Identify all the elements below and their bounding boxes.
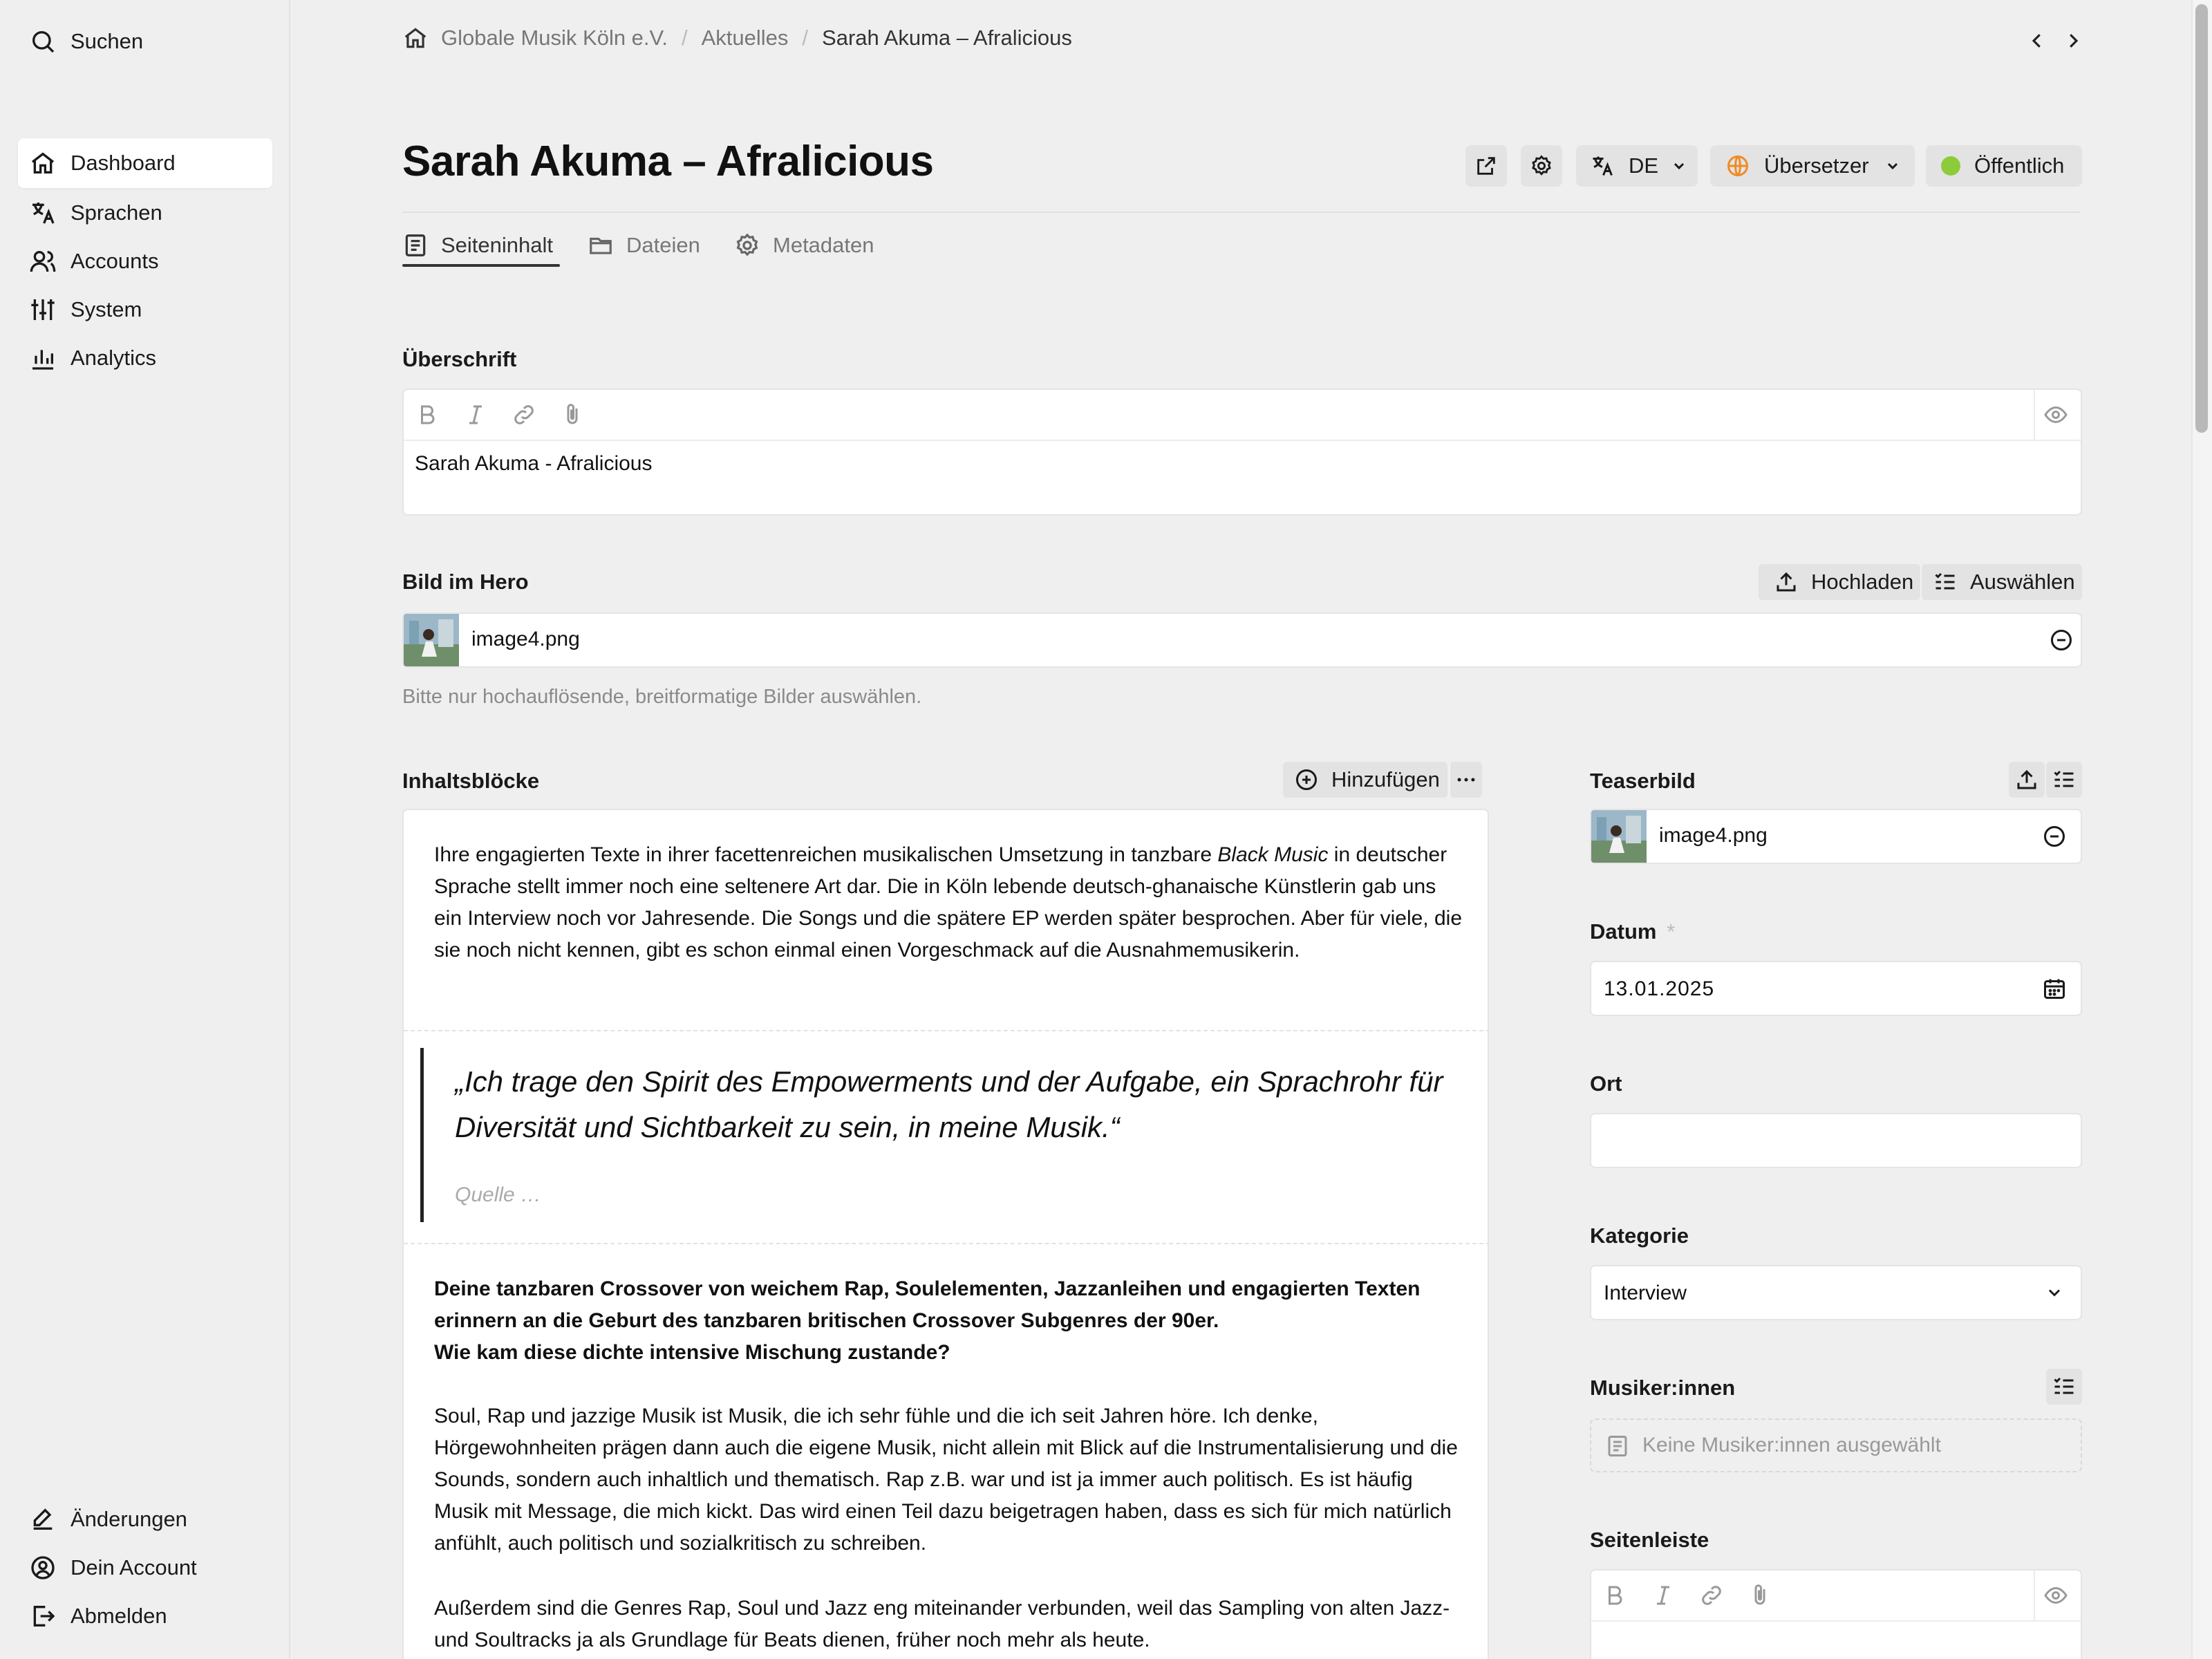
text-block-intro[interactable] <box>434 839 1464 966</box>
upload-icon <box>1774 570 1799 594</box>
sidebar-item-label: Dashboard <box>71 151 176 175</box>
translate-icon <box>1590 153 1615 178</box>
place-label: Ort <box>1590 1071 1622 1096</box>
sidebar-item-dein-account[interactable] <box>18 1543 272 1593</box>
translate-icon <box>29 199 57 227</box>
sidebar <box>0 0 290 1659</box>
musicians-empty-state[interactable] <box>1590 1418 2082 1472</box>
bar-chart-icon <box>29 344 57 372</box>
role-value: Übersetzer <box>1764 153 1869 178</box>
sidebar-item-analytics[interactable] <box>18 333 272 383</box>
tab-dateien[interactable] <box>588 225 700 265</box>
logout-icon <box>29 1602 57 1630</box>
breadcrumb-separator: / <box>681 26 688 50</box>
question-line: Wie kam diese dichte intensive Mischung zustande? <box>434 1341 950 1364</box>
date-input[interactable] <box>1590 961 2082 1016</box>
scrollbar-thumb[interactable] <box>2195 4 2208 433</box>
eye-icon[interactable] <box>2043 1583 2068 1608</box>
checklist-icon <box>2052 1374 2077 1399</box>
tab-label: Dateien <box>626 233 700 257</box>
bold-icon[interactable] <box>1602 1583 1627 1608</box>
place-input[interactable] <box>1590 1113 2082 1168</box>
pencil-icon <box>29 1506 57 1533</box>
status-badge: Öffentlich <box>1974 153 2065 178</box>
musicians-empty-text: Keine Musiker:innen ausgewählt <box>1642 1434 1941 1456</box>
breadcrumb-item[interactable]: Aktuelles <box>701 26 789 50</box>
tab-seiteninhalt[interactable] <box>402 225 553 265</box>
plus-circle-icon <box>1294 767 1319 792</box>
musicians-label: Musiker:innen <box>1590 1376 1736 1400</box>
eye-icon[interactable] <box>2043 402 2068 427</box>
remove-icon[interactable] <box>2049 628 2074 653</box>
quote-source-input[interactable]: Quelle … <box>455 1183 542 1206</box>
hero-upload-button[interactable] <box>1759 564 1920 600</box>
teaser-label: Teaserbild <box>1590 769 1696 793</box>
breadcrumb-item[interactable]: Globale Musik Köln e.V. <box>441 26 668 50</box>
open-external-button[interactable] <box>1465 145 1507 187</box>
teaser-upload-button[interactable] <box>2009 762 2045 798</box>
main-content <box>292 0 2191 1659</box>
sidebar-item-accounts[interactable] <box>18 236 272 286</box>
sidebar-item-label: Accounts <box>71 249 159 273</box>
paperclip-icon[interactable] <box>560 402 585 427</box>
tab-metadaten[interactable] <box>734 225 874 265</box>
page-title: Sarah Akuma – Afralicious <box>402 138 934 185</box>
sidebar-item-label: Abmelden <box>71 1604 167 1628</box>
italic-icon[interactable] <box>1651 1583 1676 1608</box>
required-mark: * <box>1667 919 1676 944</box>
hero-thumbnail <box>404 614 459 666</box>
sidebar-item-label: Dein Account <box>71 1555 197 1580</box>
paperclip-icon[interactable] <box>1747 1583 1772 1608</box>
tab-label: Seiteninhalt <box>441 233 554 257</box>
add-block-label: Hinzufügen <box>1331 767 1440 791</box>
hero-help-text: Bitte nur hochauflösende, breitformatige Bilder auswählen. <box>402 686 922 708</box>
external-link-icon <box>1474 154 1498 178</box>
toolbar-divider <box>2034 1571 2035 1620</box>
chevron-down-icon <box>1671 158 1687 174</box>
status-dot <box>1941 156 1960 176</box>
intro-text: Ihre engagierten Texte in ihrer facettenreichen musikalischen Umsetzung in tanzbare <box>434 843 1218 866</box>
home-icon[interactable] <box>402 25 429 51</box>
editor-toolbar-divider <box>1591 1620 2081 1622</box>
sidebar-item-label: System <box>71 297 142 321</box>
editor-toolbar-divider <box>404 440 2081 441</box>
checklist-icon <box>1933 570 1958 594</box>
blocks-more-button[interactable] <box>1449 762 1482 798</box>
gear-icon <box>1530 154 1553 178</box>
document-icon <box>402 232 429 259</box>
sliders-icon <box>29 296 57 324</box>
intro-text: in deutscher Sprache stellt immer noch eine seltenere Art dar. Die in Köln lebende deutsch-ghanaische Künstlerin gab uns ein Interview noch vor Jahresende. Die Songs und die spätere EP werden später besprochen. Aber für viele, die sie noch nicht kennen, gibt es schon einmal einen Vorgeschmack auf die Ausnahmemusikerin. <box>434 843 1463 962</box>
sidebar-field-label: Seitenleiste <box>1590 1528 1709 1552</box>
upload-icon <box>2014 767 2039 792</box>
question-line: Deine tanzbaren Crossover von weichem Rap, Soulelementen, Jazzanleihen und engagierten Texten erinnern an die Geburt des tanzbaren britischen Crossover Subgenres der 90er. <box>434 1277 1421 1332</box>
sidebar-item-system[interactable] <box>18 285 272 335</box>
toolbar-divider <box>2034 390 2035 440</box>
settings-button[interactable] <box>1521 145 1562 187</box>
question-text[interactable] <box>434 1273 1471 1369</box>
breadcrumb <box>402 25 1072 51</box>
quote-bar <box>420 1048 424 1222</box>
hero-label: Bild im Hero <box>402 570 529 594</box>
category-label: Kategorie <box>1590 1224 1689 1248</box>
chevron-down-icon <box>2045 1283 2064 1302</box>
hero-file-name: image4.png <box>471 628 580 650</box>
category-select[interactable] <box>1590 1265 2082 1320</box>
users-icon <box>29 247 57 275</box>
intro-emphasis: Black Music <box>1217 843 1329 866</box>
sidebar-field-editor <box>1590 1569 2082 1659</box>
blocks-editor <box>402 809 1489 1659</box>
answer-text[interactable]: Soul, Rap und jazzige Musik ist Musik, die ich sehr fühle und die ich seit Jahren höre. Ich denke, Hörgewohnheiten prägen dann auch die eigene Musik, nicht allein mit Blick auf die Instrumentalisierung und die Sounds, sondern auch inhaltlich und thematisch. Rap z.B. war und ist ja immer auch politisch. Es ist häufig Musik mit Message, die mich kickt. Das wird einen Teil dazu beigetragen haben, dass es sich für mich natürlich anfühlt, auch politisch und sozialkritisch zu schreiben. <box>434 1405 1458 1555</box>
sidebar-item-sprachen[interactable] <box>18 188 272 238</box>
chevron-left-icon[interactable] <box>2027 30 2047 51</box>
breadcrumb-current: Sarah Akuma – Afralicious <box>822 26 1072 50</box>
remove-icon[interactable] <box>2042 824 2067 849</box>
search-label: Suchen <box>71 29 144 53</box>
link-icon[interactable] <box>512 402 536 427</box>
teaser-thumbnail <box>1591 810 1647 863</box>
category-value: Interview <box>1604 1282 1687 1304</box>
add-block-button[interactable] <box>1283 762 1447 798</box>
sidebar-item-dashboard[interactable] <box>18 138 272 188</box>
answer-text-2[interactable]: Außerdem sind die Genres Rap, Soul und Jazz eng miteinander verbunden, weil das Sampling von alten Jazz- und Soultracks ja als Grundlage für Beats dienen, früher noch mehr als heute. <box>434 1597 1450 1651</box>
date-value: 13.01.2025 <box>1604 977 1715 1000</box>
tab-label: Metadaten <box>773 233 874 257</box>
search-button[interactable] <box>18 17 272 66</box>
hero-select-label: Auswählen <box>1970 570 2075 594</box>
calendar-icon[interactable] <box>2042 976 2067 1001</box>
link-icon[interactable] <box>1699 1583 1724 1608</box>
sidebar-item-label: Sprachen <box>71 200 162 225</box>
quote-text[interactable]: „Ich trage den Spirit des Empowerments und der Aufgabe, ein Sprachrohr für Diversität und Sichtbarkeit zu sein, in meine Musik.“ <box>455 1065 1443 1143</box>
italic-icon[interactable] <box>463 402 488 427</box>
status-button[interactable] <box>1926 145 2082 187</box>
teaser-file-item <box>1590 809 2082 864</box>
hero-upload-label: Hochladen <box>1811 570 1914 594</box>
document-icon <box>1605 1434 1630 1459</box>
sidebar-item-aenderungen[interactable] <box>18 1494 272 1544</box>
sidebar-item-abmelden[interactable] <box>18 1591 272 1641</box>
heading-value[interactable]: Sarah Akuma - Afralicious <box>415 452 653 475</box>
search-icon <box>29 28 57 55</box>
active-tab-indicator <box>402 264 560 267</box>
teaser-file-name: image4.png <box>1659 824 1768 847</box>
chevron-right-icon[interactable] <box>2063 30 2083 51</box>
folder-icon <box>588 232 614 259</box>
musicians-select-button[interactable] <box>2046 1369 2082 1405</box>
sidebar-item-label: Änderungen <box>71 1507 187 1531</box>
role-select[interactable] <box>1710 145 1915 187</box>
user-circle-icon <box>29 1554 57 1582</box>
checklist-icon <box>2052 767 2077 792</box>
more-icon <box>1454 768 1478 791</box>
date-label-text: Datum <box>1590 919 1657 944</box>
breadcrumb-separator: / <box>802 26 809 50</box>
hero-select-button[interactable] <box>1920 564 2082 600</box>
block-divider <box>404 1030 1489 1031</box>
home-icon <box>29 149 57 177</box>
sidebar-item-label: Analytics <box>71 346 157 370</box>
bold-icon[interactable] <box>415 402 440 427</box>
chevron-down-icon <box>1884 158 1901 174</box>
date-label <box>1590 919 1675 944</box>
header-divider <box>402 212 2081 213</box>
globe-icon <box>1725 153 1750 178</box>
gear-icon <box>734 232 760 259</box>
heading-editor <box>402 388 2082 516</box>
language-value: DE <box>1629 153 1659 178</box>
teaser-select-button[interactable] <box>2046 762 2082 798</box>
heading-label: Überschrift <box>402 347 517 371</box>
block-divider <box>404 1243 1489 1244</box>
blocks-label: Inhaltsblöcke <box>402 769 540 793</box>
hero-file-item <box>402 612 2082 668</box>
language-select[interactable] <box>1576 145 1698 187</box>
